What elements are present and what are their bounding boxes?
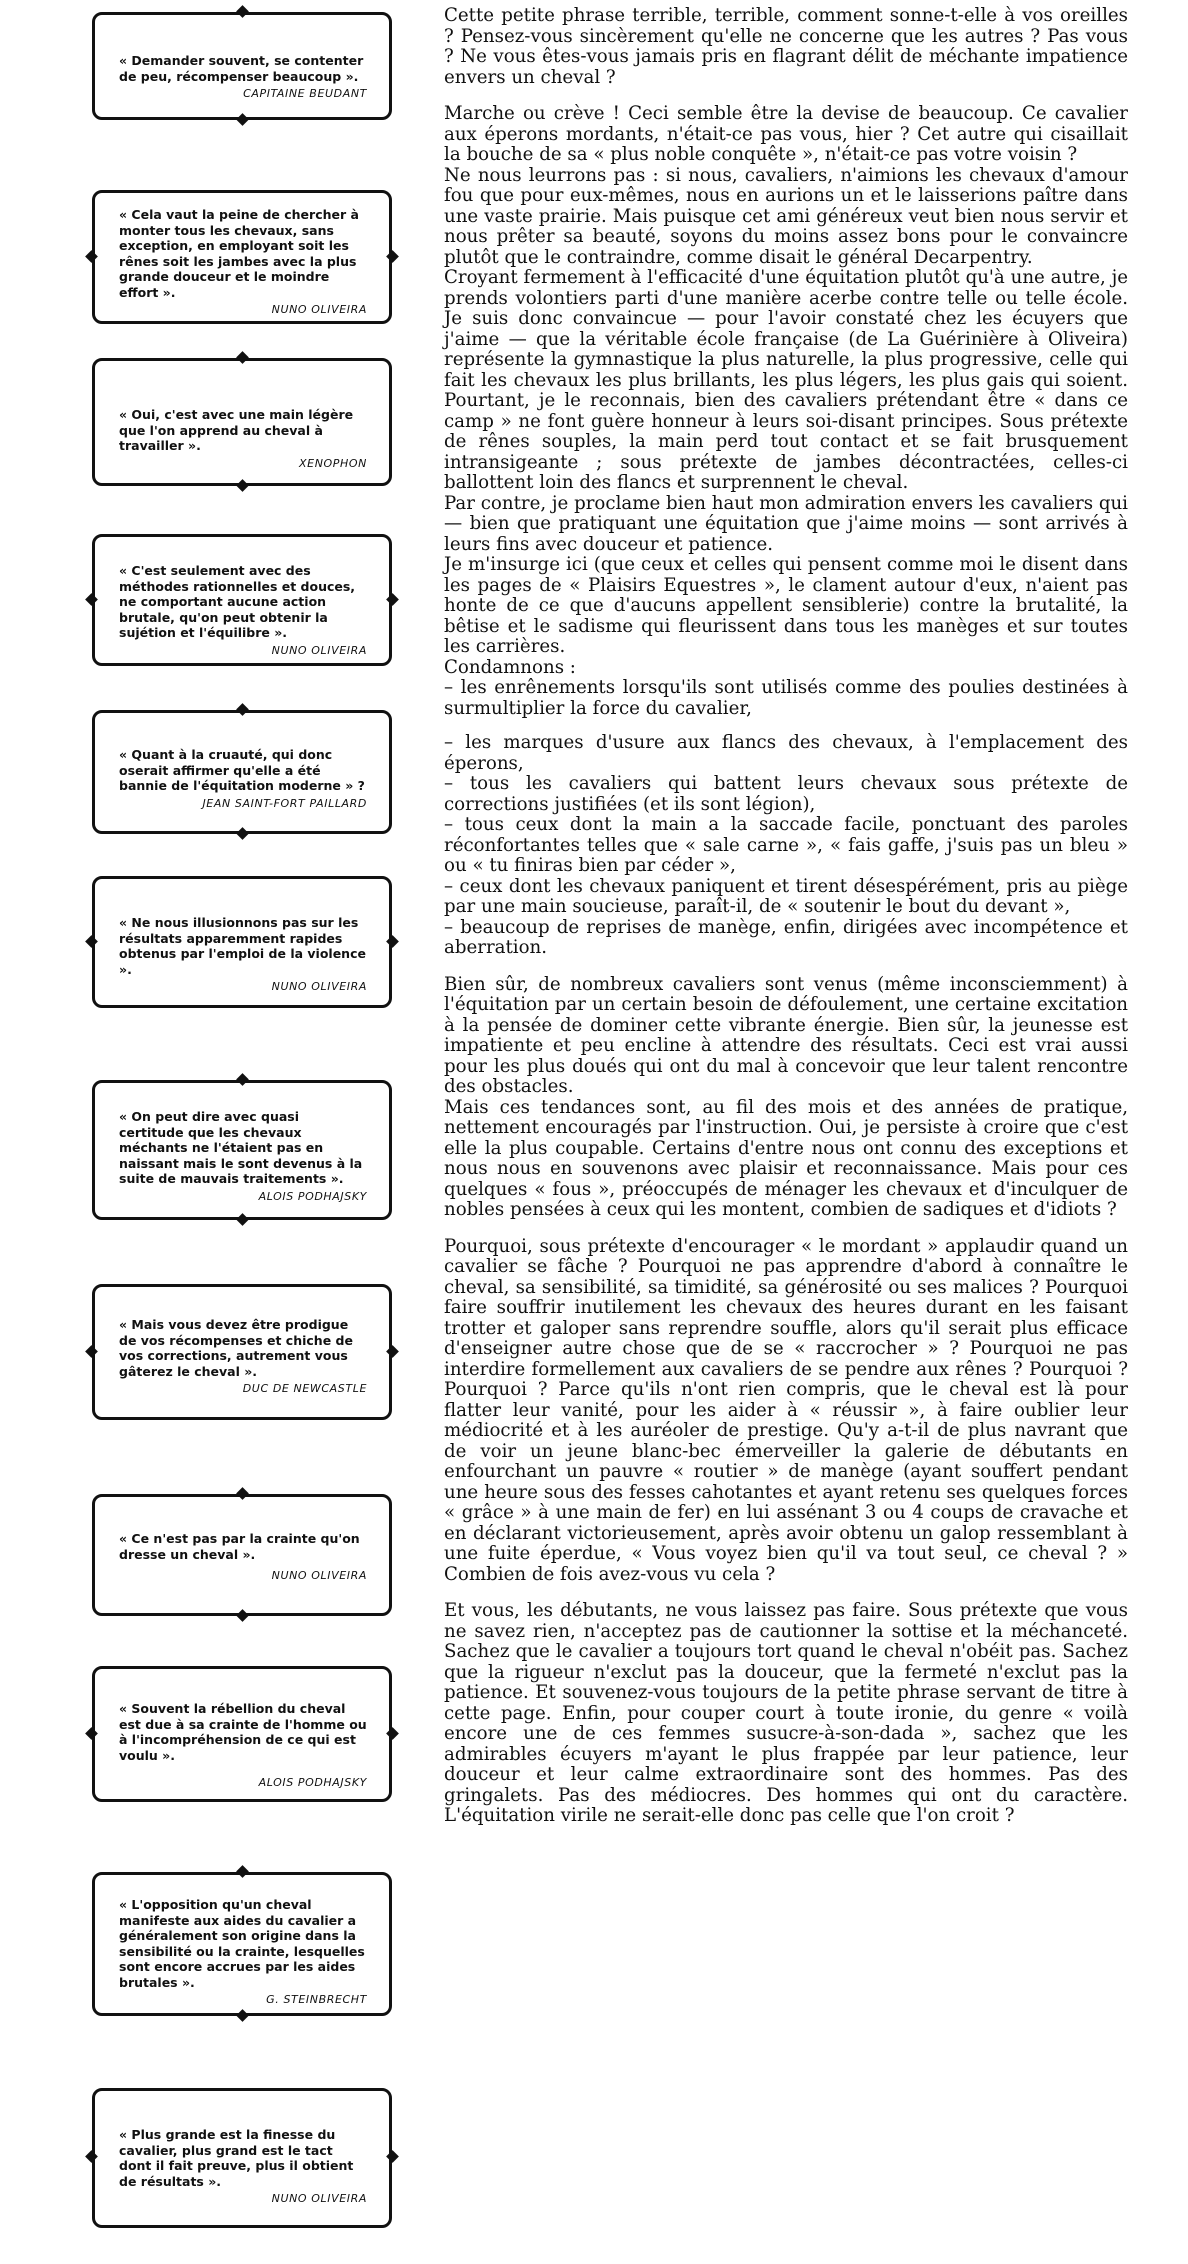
quote-text: « Mais vous devez être prodigue de vos récompenses et chiche de vos corrections, autrement vous gâterez le cheval ».	[119, 1317, 353, 1379]
article-paragraph: Condamnons :	[444, 656, 576, 678]
quote-author: NUNO OLIVEIRA	[271, 980, 367, 993]
quote-box	[92, 534, 392, 666]
article-paragraph: Et vous, les débutants, ne vous laissez pas faire. Sous prétexte que vous ne savez rien, n'acceptez pas de cautionner la sottise et la méchanceté. Sachez que le cavalier a toujours tort quand le cheval n'obéit pas. Sachez que la rigueur n'exclut pas la douceur, que la fermeté n'exclut pas la patience. Et souvenez-vous toujours de la petite phrase servant de titre à cette page. Enfin, pour couper court à toute ironie, du genre « voilà encore une de ces femmes susucre-à-son-dada », sachez que les admirables écuyers m'ayant le plus frappée par leur patience, leur douceur et leur calme extraordinaire sont des hommes. Pas des gringalets. Pas des médiocres. Des hommes qui ont du caractère. L'équitation virile ne serait-elle donc pas celle que l'on croit ?	[444, 1600, 1128, 1826]
article-paragraph: Pourquoi, sous prétexte d'encourager « le mordant » applaudir quand un cavalier se fâche ? Pourquoi ne pas apprendre d'abord à connaître le cheval, sa sensibilité, sa timidité, sa générosité ou ses malices ? Pourquoi faire souffrir inutilement les chevaux des heures durant en les faisant trotter et galoper sans reprendre souffle, alors qu'il serait plus efficace d'enseigner autre chose que de se « raccrocher » ? Pourquoi ne pas interdire formellement aux cavaliers de se pendre aux rênes ? Pourquoi ? Pourquoi ? Parce qu'ils n'ont rien compris, que le cheval est là pour flatter leur vanité, pour les aider à « réussir », à faire oublier leur médiocrité et à les auréoler de prestige. Qu'y a-t-il de plus navrant que de voir un jeune blanc-bec émerveiller la galerie de débutants en enfourchant un pauvre « routier » de manège (ayant souffert pendant une heure sous des fesses cahotantes et ayant retenu ses quelques forces « grâce » à une main de fer) en lui assénant 3 ou 4 coups de cravache et en déclarant victorieusement, après avoir obtenu un galop ressemblant à une fuite éperdue, « Vous voyez bien qu'il va tout seul, ce cheval ? » Combien de fois avez-vous vu cela ?	[444, 1235, 1128, 1585]
quote-author: ALOIS PODHAJSKY	[258, 1189, 367, 1203]
quote-text: « Quant à la cruauté, qui donc oserait affirmer qu'elle a été bannie de l'équitation moderne » ?	[119, 747, 365, 793]
quote-box	[92, 12, 392, 120]
quote-box	[92, 2088, 392, 2228]
article-body	[444, 6, 1128, 1827]
quote-box	[92, 1284, 392, 1420]
condemn-list	[444, 678, 1128, 959]
quote-text: « Oui, c'est avec une main légère que l'on apprend au cheval à travailler ».	[119, 407, 354, 453]
quote-box	[92, 358, 392, 486]
quote-author: CAPITAINE BEUDANT	[243, 87, 367, 100]
article-paragraph: Croyant fermement à l'efficacité d'une équitation plutôt qu'à une autre, je prends volontiers parti d'une manière acerbe contre telle ou telle école. Je suis donc convaincue — pour l'avoir constaté chez les écuyers que j'aime — que la véritable école française (de La Guérinière à Oliveira) représente la gymnastique la plus naturelle, la plus progressive, celle qui fait les chevaux les plus brillants, les plus légers, les plus gais qui soient. Pourtant, je le reconnais, bien des cavaliers prétendant être « dans ce camp » ne font guère honneur à leurs soi-disant principes. Sous prétexte de rênes souples, la main perd tout contact et se fait brusquement intransigeante ; sous prétexte de jambes décontractées, celles-ci ballottent loin des flancs et surprennent le cheval.	[444, 267, 1128, 493]
quote-text: « C'est seulement avec des méthodes rationnelles et douces, ne comportant aucune action brutale, qu'on peut obtenir la sujétion et l'équilibre ».	[119, 563, 356, 640]
article-paragraph: Cette petite phrase terrible, terrible, comment sonne-t-elle à vos oreilles ? Pensez-vous sincèrement qu'elle ne concerne que les autres ? Pas vous ? Ne vous êtes-vous jamais pris en flagrant délit de méchante impatience envers un cheval ?	[444, 5, 1128, 88]
quote-author: XENOPHON	[299, 456, 367, 470]
quote-author: NUNO OLIVEIRA	[271, 303, 367, 316]
quote-box	[92, 1872, 392, 2016]
quote-text: « Plus grande est la finesse du cavalier, plus grand est le tact dont il fait preuve, plus il obtient de résultats ».	[119, 2127, 354, 2189]
list-item: – les marques d'usure aux flancs des chevaux, à l'emplacement des éperons,	[444, 732, 1128, 774]
article-paragraph: Je m'insurge ici (que ceux et celles qui pensent comme moi le disent dans les pages de « Plaisirs Equestres », le clament autour d'eux, n'aient pas honte de ce que d'aucuns appellent sensiblerie) contre la brutalité, la bêtise et le sadisme qui fleurissent dans tous les manèges et sur toutes les carrières.	[444, 554, 1128, 657]
quote-box	[92, 1080, 392, 1220]
quote-author: G. STEINBRECHT	[266, 1993, 367, 2006]
list-item: – les enrênements lorsqu'ils sont utilisés comme des poulies destinées à surmultiplier la force du cavalier,	[444, 677, 1128, 719]
article-paragraph: Par contre, je proclame bien haut mon admiration envers les cavaliers qui — bien que pratiquant une équitation que j'aime moins — sont arrivés à leurs fins avec douceur et patience.	[444, 492, 1128, 555]
quote-text: « Demander souvent, se contenter de peu, récompenser beaucoup ».	[119, 53, 364, 84]
quote-text: « Ne nous illusionnons pas sur les résultats apparemment rapides obtenus par l'emploi de la violence ».	[119, 915, 366, 977]
quote-author: DUC DE NEWCASTLE	[242, 1382, 367, 1395]
quote-author: JEAN SAINT-FORT PAILLARD	[202, 796, 367, 810]
list-item: – beaucoup de reprises de manège, enfin, dirigées avec incompétence et aberration.	[444, 916, 1128, 958]
quote-text: « Ce n'est pas par la crainte qu'on dresse un cheval ».	[119, 1531, 360, 1562]
quote-text: « On peut dire avec quasi certitude que les chevaux méchants ne l'étaient pas en naissant mais le sont devenus à la suite de mauvais traitements ».	[119, 1109, 363, 1186]
quote-box	[92, 190, 392, 324]
quote-author: NUNO OLIVEIRA	[271, 1569, 367, 1582]
quote-text: « Cela vaut la peine de chercher à monter tous les chevaux, sans exception, en employant soit les rênes soit les jambes avec la plus grande douceur et le moindre effort ».	[119, 207, 359, 300]
quote-author: NUNO OLIVEIRA	[271, 643, 367, 657]
quote-box	[92, 876, 392, 1008]
list-item: – tous ceux dont la main a la saccade facile, ponctuant des paroles réconfortantes telles que « sale carne », « fais gaffe, j'suis pas un bleu » ou « tu finiras bien par céder »,	[444, 814, 1128, 876]
article-paragraph: Marche ou crève ! Ceci semble être la devise de beaucoup. Ce cavalier aux éperons mordants, n'était-ce pas vous, hier ? Cet autre qui cisaillait la bouche de sa « plus noble conquête », n'était-ce pas votre voisin ?	[444, 103, 1128, 165]
quote-text: « L'opposition qu'un cheval manifeste aux aides du cavalier a généralement son origine dans la sensibilité ou la crainte, lesquelles sont encore accrues par les aides brutales ».	[119, 1897, 365, 1990]
article-paragraph: Mais ces tendances sont, au fil des mois et des années de pratique, nettement encouragés par l'instruction. Oui, je persiste à croire que c'est elle la plus coupable. Certains d'entre nous ont connu des exceptions et nous nous en souvenons avec plaisir et reconnaissance. Mais pour ces quelques « fous », préoccupés de ménager les chevaux et d'inculquer de nobles pensées à ceux qui les montent, combien de sadiques et d'idiots ?	[444, 1096, 1128, 1220]
list-item: – tous les cavaliers qui battent leurs chevaux sous prétexte de corrections justifiées (et ils sont légion),	[444, 773, 1128, 815]
quote-box	[92, 710, 392, 834]
list-item: – ceux dont les chevaux paniquent et tirent désespérément, pris au piège par une main soucieuse, paraît-il, de « soutenir le bout du devant »,	[444, 875, 1128, 917]
article-paragraph: Bien sûr, de nombreux cavaliers sont venus (même inconsciemment) à l'équitation par un certain besoin de défoulement, une certaine excitation à la pensée de dominer cette vibrante énergie. Bien sûr, la jeunesse est impatiente et peu encline à attendre des résultats. Ceci est vrai aussi pour les plus doués qui ont du mal à concevoir que leur talent rencontre des obstacles.	[444, 973, 1128, 1097]
quote-author: ALOIS PODHAJSKY	[258, 1776, 367, 1789]
quote-author: NUNO OLIVEIRA	[271, 2192, 367, 2205]
quote-box	[92, 1666, 392, 1802]
article-paragraph: Ne nous leurrons pas : si nous, cavaliers, n'aimions les chevaux d'amour fou que pour eux-mêmes, nous en aurions un et le laisserions paître dans une vaste prairie. Mais puisque cet ami généreux veut bien nous servir et nous prêter sa beauté, soyons du moins assez bons pour le convaincre plutôt que le contraindre, comme disait le général Decarpentry.	[444, 164, 1128, 268]
quote-box	[92, 1494, 392, 1616]
quote-text: « Souvent la rébellion du cheval est due à sa crainte de l'homme ou à l'incompréhension de ce qui est voulu ».	[119, 1701, 367, 1763]
